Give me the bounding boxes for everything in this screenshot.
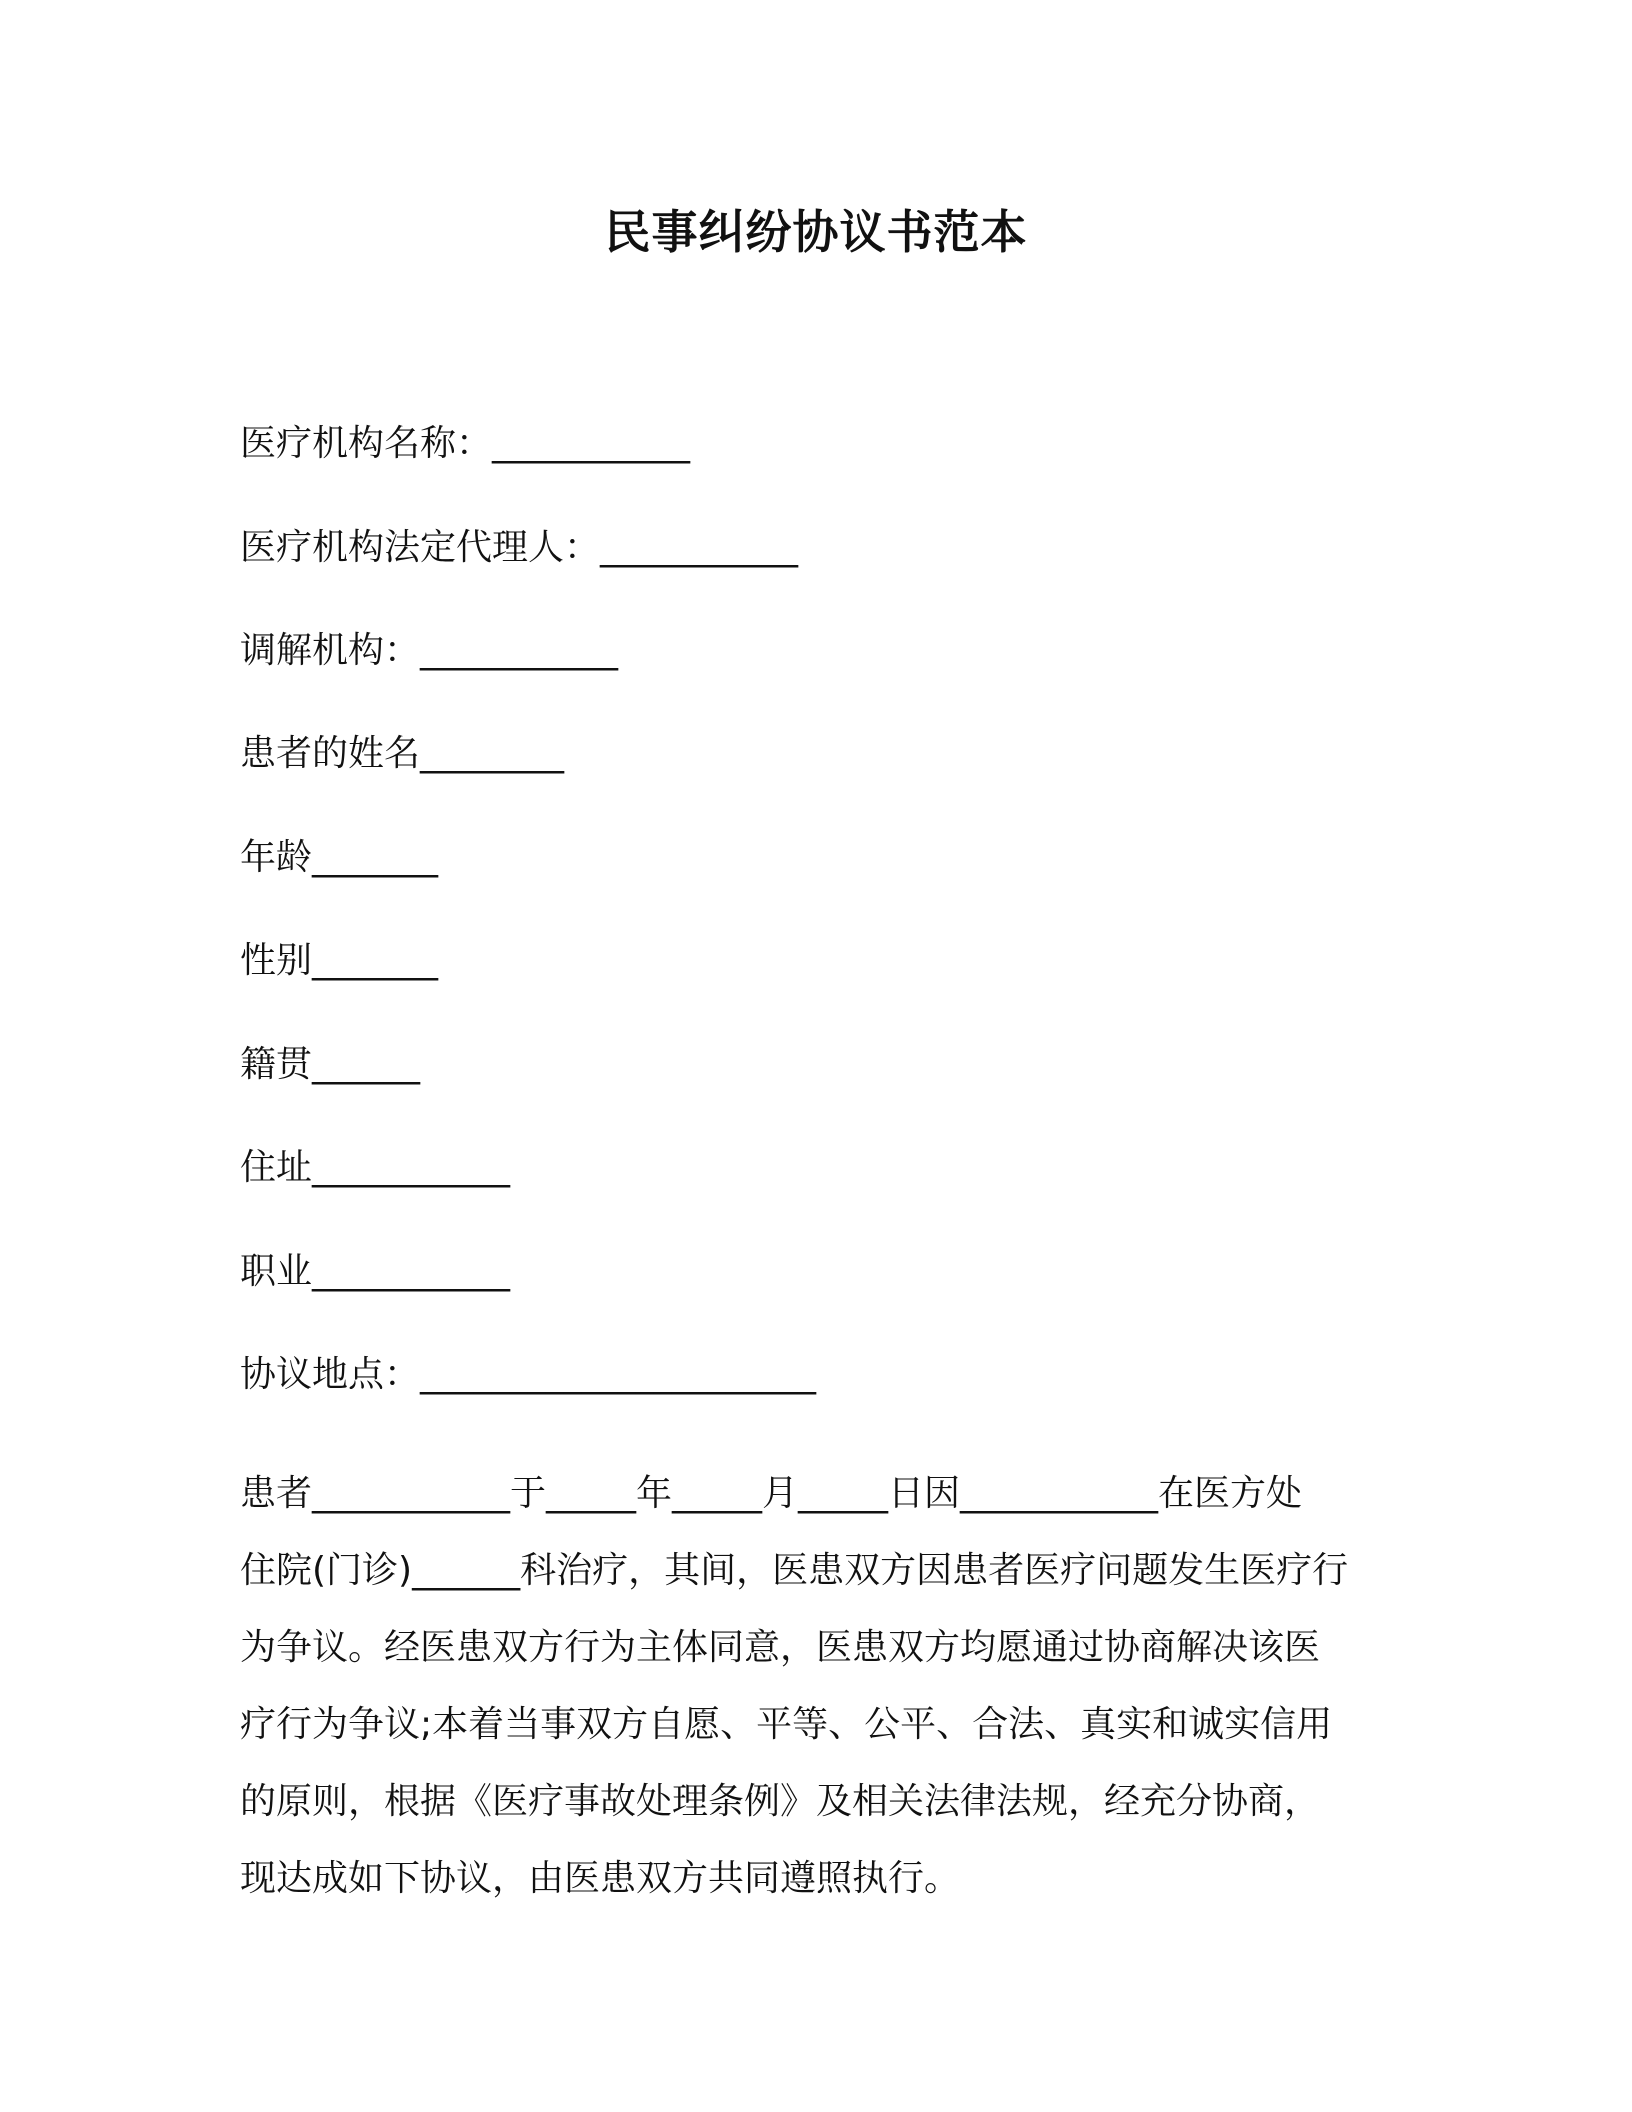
field-occupation: 职业___________ (240, 1251, 511, 1292)
paragraph-line: 的原则，根据《医疗事故处理条例》及相关法律法规，经充分协商， (240, 1781, 1321, 1822)
paragraph-line: 现达成如下协议，由医患双方共同遵照执行。 (240, 1858, 961, 1899)
field-medical-institution-name: 医疗机构名称：___________ (240, 423, 691, 464)
paragraph-line: 住院(门诊)______科治疗，其间，医患双方因患者医疗问题发生医疗行 (240, 1550, 1349, 1591)
document-title: 民事纠纷协议书范本 (604, 205, 1028, 259)
field-age: 年龄_______ (240, 837, 439, 878)
field-address: 住址___________ (240, 1147, 511, 1188)
paragraph-line: 疗行为争议;本着当事双方自愿、平等、公平、合法、真实和诚实信用 (240, 1704, 1333, 1745)
field-mediation-institution: 调解机构：___________ (240, 630, 619, 671)
field-gender: 性别_______ (240, 940, 439, 981)
field-agreement-location: 协议地点：______________________ (240, 1354, 817, 1395)
paragraph-line: 患者___________于_____年_____月_____日因___________在医方处 (240, 1473, 1302, 1514)
agreement-paragraph (240, 1455, 1400, 1917)
field-legal-representative: 医疗机构法定代理人：___________ (240, 527, 799, 568)
field-native-place: 籍贯______ (240, 1044, 421, 1085)
field-patient-name: 患者的姓名________ (240, 733, 565, 774)
paragraph-line: 为争议。经医患双方行为主体同意，医患双方均愿通过协商解决该医 (240, 1627, 1321, 1668)
